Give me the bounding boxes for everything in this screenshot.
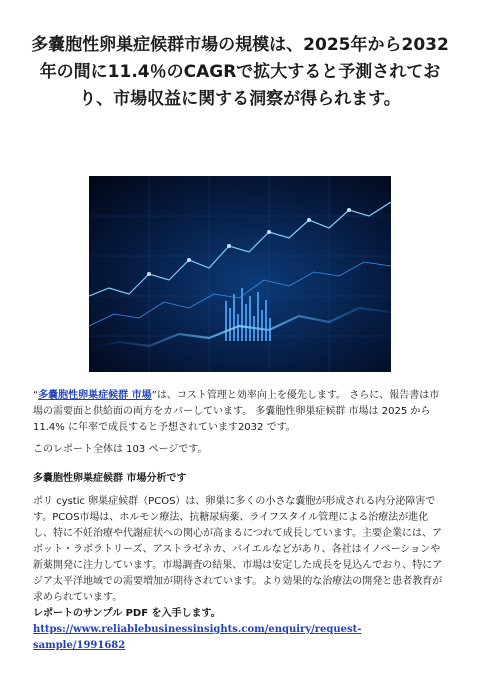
sample-url-link[interactable]: https://www.reliablebusinessinsights.com/enquiry/request-sample/1991682 (33, 624, 362, 651)
analysis-paragraph: ポリ cystic 卵巣症候群（PCOS）は、卵巣に多くの小さな嚢胞が形成される内分泌障害です。PCOS市場は、ホルモン療法、抗糖尿病薬、ライフスタイル管理による治療法が進化し、特に不妊治療や代謝症状への関心が高まるにつれて成長しています。主要企業には、アボット・ラボラトリーズ、アストラゼネカ、バイエルなどがあり、各社はイノベーションや新薬開発に注力しています。市場調査の結果、市場は安定した成長を見込んでおり、特にアジア太平洋地域での需要増加が期待されています。より効果的な治療法の開発と患者教育が求められています。 (33, 496, 443, 603)
sample-request (33, 606, 447, 654)
pages-note: このレポート全体は 103 ページです。 (33, 444, 208, 455)
open-quote: “ (33, 390, 39, 401)
hero-image (89, 176, 391, 372)
intro-paragraph (33, 388, 447, 436)
sample-label: レポートのサンプル PDF を入手します。 (33, 608, 221, 619)
intro-text: は、コスト管理と効率向上を優先します。 さらに、報告書は市場の需要面と供給面の両方をカバーしています。 多嚢胞性卵巣症候群 市場は 2025 から 11.4% に年率で成長すると予想されています2032 です。 (33, 390, 440, 433)
page-title: 多嚢胞性卵巣症候群市場の規模は、2025年から2032年の間に11.4％のCAGRで拡大すると予測されており、市場収益に関する洞察が得られます。 (31, 35, 449, 109)
analysis-heading: 多嚢胞性卵巣症候群 市場分析です (33, 473, 187, 484)
close-quote: ” (151, 390, 157, 401)
market-link[interactable]: 多嚢胞性卵巣症候群 市場 (38, 390, 152, 401)
